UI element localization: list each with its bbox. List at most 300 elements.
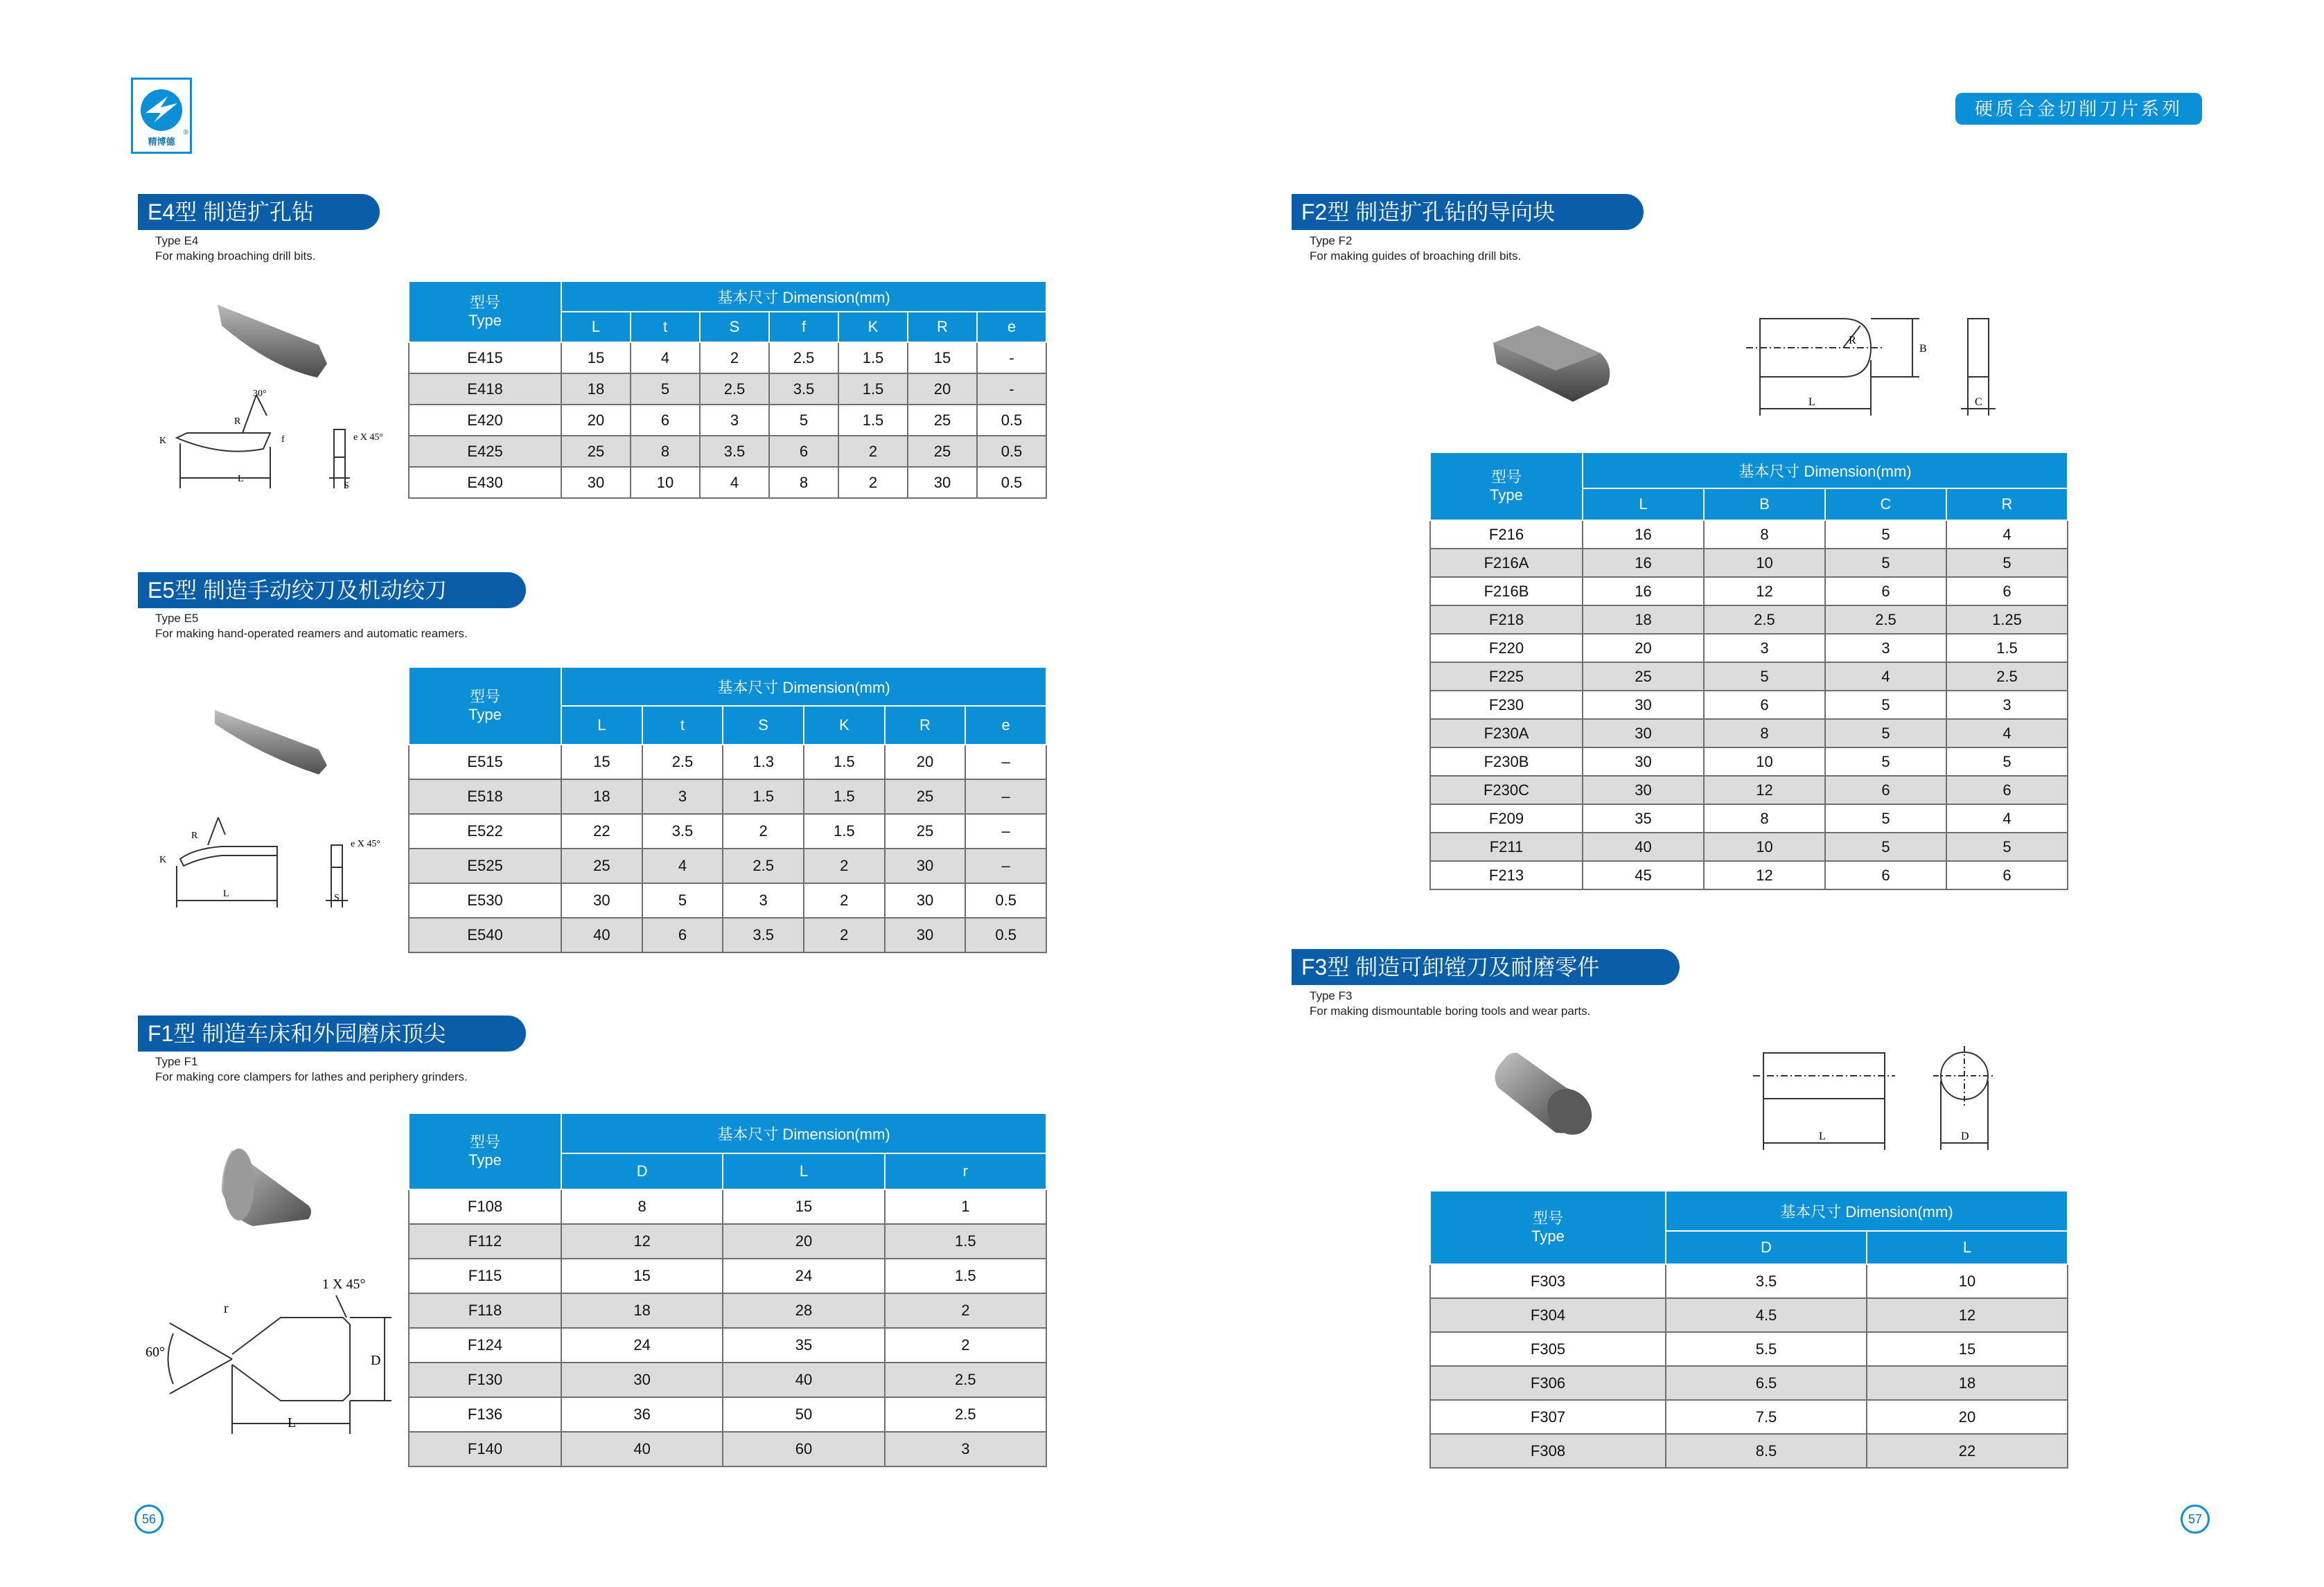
col-header: t: [642, 706, 723, 745]
dimension-cell: 6: [1946, 776, 2068, 804]
table-e5: [408, 666, 1047, 953]
table-row: [1430, 691, 2068, 719]
table-row: [1430, 1264, 2068, 1298]
dimension-cell: 10: [631, 467, 700, 498]
f2-label-L: L: [1808, 396, 1815, 408]
dimension-cell: 50: [723, 1397, 884, 1432]
dimension-cell: 20: [1867, 1400, 2068, 1434]
model-cell: F108: [409, 1189, 561, 1224]
dimension-cell: 18: [561, 1293, 723, 1328]
table-row: [1430, 719, 2068, 747]
dimension-cell: 12: [1704, 776, 1825, 804]
dimension-cell: 18: [1583, 605, 1704, 634]
model-cell: F304: [1430, 1298, 1666, 1332]
dimension-cell: 3.5: [642, 814, 723, 849]
model-cell: F308: [1430, 1434, 1666, 1468]
dimension-cell: 3.5: [769, 373, 838, 405]
series-tag: 硬质合金切削刀片系列: [1955, 93, 2202, 125]
e5-label-S: S: [334, 893, 340, 903]
dimension-cell: 25: [908, 436, 977, 467]
type-header-cn: 型号: [469, 294, 500, 311]
dimension-cell: 4.5: [1666, 1298, 1867, 1332]
table-row: [1430, 577, 2068, 605]
section-title-f3: F3型 制造可卸镗刀及耐磨零件: [1292, 949, 1680, 985]
table-row: [409, 1224, 1046, 1259]
dimension-cell: 15: [561, 1259, 723, 1293]
dimension-cell: 22: [561, 814, 642, 849]
dimension-cell: 2: [804, 918, 885, 952]
model-cell: E418: [409, 373, 561, 405]
table-f2: [1429, 452, 2068, 890]
dimension-cell: 3: [1946, 691, 2068, 719]
section-desc-f3: For making dismountable boring tools and wear parts.: [1310, 1004, 1591, 1018]
col-header: K: [804, 706, 885, 745]
dimension-cell: 6: [1704, 691, 1825, 719]
dimension-cell: 2.5: [1946, 662, 2068, 691]
table-row: [409, 745, 1046, 779]
dimension-cell: 6: [1946, 861, 2068, 889]
section-type-f1: Type F1: [155, 1055, 198, 1068]
col-header: t: [631, 312, 700, 342]
dimension-cell: 30: [908, 467, 977, 498]
table-row: [409, 1259, 1046, 1293]
model-cell: E522: [409, 814, 561, 849]
dimension-cell: 5: [1825, 719, 1946, 747]
dimension-cell: 2: [723, 814, 804, 849]
dimension-cell: 3: [1825, 634, 1946, 662]
dimension-cell: 20: [908, 373, 977, 405]
dimension-cell: 18: [561, 779, 642, 814]
dimension-cell: 6: [1825, 861, 1946, 889]
dimension-cell: 18: [561, 373, 631, 405]
table-f3: [1429, 1190, 2068, 1469]
dimension-cell: 2.5: [885, 1397, 1046, 1432]
dimension-cell: 5: [631, 373, 700, 405]
dimension-cell: 7.5: [1666, 1400, 1867, 1434]
dimension-cell: 8: [1704, 520, 1825, 549]
e4-label-f: f: [281, 434, 285, 445]
dimension-cell: 5: [1946, 833, 2068, 861]
model-cell: F230B: [1430, 747, 1583, 776]
section-type-f3: Type F3: [1310, 989, 1353, 1002]
dimension-header: 基本尺寸 Dimension(mm): [1583, 452, 2068, 488]
dimension-cell: 0.5: [977, 405, 1046, 436]
e4-label-L: L: [238, 474, 244, 484]
table-row: [1430, 1332, 2068, 1366]
dimension-cell: 2.5: [723, 849, 804, 883]
dimension-cell: 20: [885, 745, 966, 779]
dimension-cell: 1.3: [723, 745, 804, 779]
model-cell: F213: [1430, 861, 1583, 889]
col-header: f: [769, 312, 838, 342]
dimension-cell: 30: [1583, 747, 1704, 776]
dimension-cell: 2.5: [642, 745, 723, 779]
brand-logo: [131, 78, 192, 154]
model-cell: F216B: [1430, 577, 1583, 605]
dimension-cell: 15: [908, 342, 977, 373]
dimension-header: 基本尺寸 Dimension(mm): [561, 281, 1046, 312]
dimension-cell: -: [977, 342, 1046, 373]
e4-label-K: K: [159, 436, 167, 446]
dimension-cell: 3.5: [723, 918, 804, 952]
model-cell: F124: [409, 1328, 561, 1363]
dimension-cell: 5: [1825, 804, 1946, 833]
type-header-en: Type: [1531, 1227, 1565, 1245]
e5-product-illustration: [146, 693, 409, 914]
table-row: [1430, 747, 2068, 776]
e4-label-S: S: [344, 481, 349, 491]
type-header-cn: 型号: [469, 1133, 500, 1151]
table-row: [409, 1363, 1046, 1397]
dimension-cell: 0.5: [977, 436, 1046, 467]
dimension-cell: 30: [561, 883, 642, 918]
model-cell: F305: [1430, 1332, 1666, 1366]
col-header: C: [1825, 488, 1946, 520]
e5-label-L: L: [223, 889, 229, 899]
dimension-cell: 45: [1583, 861, 1704, 889]
dimension-cell: –: [965, 814, 1046, 849]
model-cell: F218: [1430, 605, 1583, 634]
f3-label-L: L: [1819, 1131, 1826, 1142]
model-cell: F230C: [1430, 776, 1583, 804]
type-header-en: Type: [468, 706, 502, 723]
dimension-cell: 30: [561, 1363, 723, 1397]
dimension-cell: 10: [1867, 1264, 2068, 1298]
col-header: R: [908, 312, 977, 342]
dimension-header: 基本尺寸 Dimension(mm): [561, 667, 1046, 706]
f3-label-D: D: [1961, 1131, 1969, 1142]
type-header-en: Type: [468, 312, 502, 329]
dimension-cell: 20: [561, 405, 631, 436]
model-cell: E530: [409, 883, 561, 918]
f1-label-r: r: [224, 1301, 229, 1316]
dimension-cell: 8: [1704, 804, 1825, 833]
col-header: e: [965, 706, 1046, 745]
dimension-cell: 1.5: [723, 779, 804, 814]
model-cell: F136: [409, 1397, 561, 1432]
dimension-cell: 1.5: [838, 373, 908, 405]
table-row: [409, 1328, 1046, 1363]
dimension-cell: 2.5: [1704, 605, 1825, 634]
table-row: [409, 373, 1046, 405]
dimension-cell: 40: [723, 1363, 884, 1397]
table-row: [409, 342, 1046, 373]
dimension-cell: 30: [1583, 691, 1704, 719]
dimension-cell: 6: [769, 436, 838, 467]
dimension-cell: 36: [561, 1397, 723, 1432]
col-header: K: [838, 312, 908, 342]
dimension-cell: 25: [885, 814, 966, 849]
col-header: D: [1666, 1231, 1867, 1264]
type-header: [1430, 452, 1583, 520]
f3-product-illustration: [1483, 1039, 2016, 1164]
dimension-cell: 4: [1825, 662, 1946, 691]
dimension-cell: 15: [723, 1189, 884, 1224]
dimension-cell: 12: [1704, 577, 1825, 605]
model-cell: F130: [409, 1363, 561, 1397]
dimension-cell: 2: [885, 1328, 1046, 1363]
type-header: [1430, 1191, 1666, 1264]
f2-label-C: C: [1975, 396, 1982, 408]
model-cell: F230A: [1430, 719, 1583, 747]
dimension-cell: 25: [885, 779, 966, 814]
dimension-cell: 1.5: [838, 405, 908, 436]
f1-product-illustration: [135, 1136, 412, 1441]
dimension-cell: 24: [723, 1259, 884, 1293]
dimension-cell: 4: [1946, 520, 2068, 549]
dimension-cell: 16: [1583, 549, 1704, 577]
model-cell: E415: [409, 342, 561, 373]
dimension-cell: 5: [642, 883, 723, 918]
dimension-cell: 3: [642, 779, 723, 814]
col-header: L: [723, 1153, 884, 1189]
dimension-cell: 35: [1583, 804, 1704, 833]
table-row: [409, 1293, 1046, 1328]
dimension-cell: 25: [561, 849, 642, 883]
dimension-cell: 1.25: [1946, 605, 2068, 634]
dimension-cell: 3.5: [1666, 1264, 1867, 1298]
dimension-cell: 2: [838, 467, 908, 498]
dimension-cell: 3: [700, 405, 769, 436]
dimension-cell: 2: [804, 849, 885, 883]
dimension-cell: 15: [1867, 1332, 2068, 1366]
dimension-header: 基本尺寸 Dimension(mm): [1666, 1191, 2068, 1231]
section-type-e4: Type E4: [155, 234, 199, 247]
col-header: S: [723, 706, 804, 745]
table-row: [1430, 634, 2068, 662]
dimension-cell: 3: [723, 883, 804, 918]
dimension-cell: 4: [700, 467, 769, 498]
table-row: [409, 883, 1046, 918]
col-header: L: [1867, 1231, 2068, 1264]
type-header-en: Type: [468, 1151, 502, 1169]
dimension-cell: 1.5: [804, 745, 885, 779]
table-row: [409, 1189, 1046, 1224]
e4-product-illustration: [146, 291, 409, 499]
dimension-cell: 22: [1867, 1434, 2068, 1468]
dimension-cell: –: [965, 849, 1046, 883]
logo-text: 精博德: [148, 136, 175, 147]
col-header: D: [561, 1153, 723, 1189]
dimension-cell: 8: [769, 467, 838, 498]
table-row: [409, 436, 1046, 467]
model-cell: E420: [409, 405, 561, 436]
logo-mark-icon: [133, 82, 190, 136]
dimension-cell: 3.5: [700, 436, 769, 467]
model-cell: F230: [1430, 691, 1583, 719]
col-header: L: [561, 312, 631, 342]
dimension-cell: 1.5: [885, 1224, 1046, 1259]
f1-label-chamfer: 1 X 45°: [322, 1277, 366, 1292]
col-header: L: [1583, 488, 1704, 520]
dimension-cell: 2.5: [700, 373, 769, 405]
table-row: [1430, 804, 2068, 833]
dimension-cell: 6: [1825, 577, 1946, 605]
dimension-cell: 6: [631, 405, 700, 436]
table-row: [1430, 662, 2068, 691]
col-header: L: [561, 706, 642, 745]
model-cell: F115: [409, 1259, 561, 1293]
col-header: S: [700, 312, 769, 342]
dimension-cell: 6: [1946, 577, 2068, 605]
dimension-cell: 2.5: [885, 1363, 1046, 1397]
section-title-e5: E5型 制造手动绞刀及机动绞刀: [138, 572, 526, 608]
model-cell: F225: [1430, 662, 1583, 691]
section-title-e4: E4型 制造扩孔钻: [138, 194, 380, 230]
dimension-cell: 0.5: [965, 883, 1046, 918]
dimension-cell: 2: [700, 342, 769, 373]
dimension-cell: 20: [723, 1224, 884, 1259]
dimension-cell: 2.5: [1825, 605, 1946, 634]
type-header-cn: 型号: [469, 688, 500, 705]
section-type-e5: Type E5: [155, 612, 199, 625]
dimension-cell: 30: [1583, 719, 1704, 747]
table-e4: [408, 281, 1047, 499]
table-row: [409, 1432, 1046, 1466]
dimension-cell: 60: [723, 1432, 884, 1466]
type-header: [409, 1113, 561, 1189]
model-cell: F209: [1430, 804, 1583, 833]
dimension-cell: 18: [1867, 1366, 2068, 1400]
model-cell: F118: [409, 1293, 561, 1328]
e5-label-R: R: [191, 831, 198, 841]
model-cell: E425: [409, 436, 561, 467]
col-header: R: [885, 706, 966, 745]
col-header: r: [885, 1153, 1046, 1189]
dimension-cell: 1.5: [1946, 634, 2068, 662]
table-row: [1430, 1366, 2068, 1400]
model-cell: F216A: [1430, 549, 1583, 577]
dimension-cell: 8: [561, 1189, 723, 1224]
dimension-cell: 5: [1825, 747, 1946, 776]
dimension-cell: 5: [1825, 520, 1946, 549]
dimension-cell: 2.5: [769, 342, 838, 373]
page-number-left: 56: [134, 1505, 164, 1534]
section-desc-f1: For making core clampers for lathes and periphery grinders.: [155, 1070, 468, 1083]
dimension-cell: 25: [908, 405, 977, 436]
dimension-cell: 6.5: [1666, 1366, 1867, 1400]
f2-label-R: R: [1849, 335, 1856, 346]
dimension-cell: 40: [561, 918, 642, 952]
type-header-en: Type: [1490, 486, 1523, 504]
type-header-cn: 型号: [1490, 468, 1522, 486]
model-cell: E540: [409, 918, 561, 952]
model-cell: E515: [409, 745, 561, 779]
dimension-cell: 30: [561, 467, 631, 498]
dimension-cell: 4: [1946, 804, 2068, 833]
col-header: R: [1946, 488, 2068, 520]
dimension-cell: 30: [885, 849, 966, 883]
section-title-f1: F1型 制造车床和外园磨床顶尖: [138, 1016, 526, 1052]
model-cell: F303: [1430, 1264, 1666, 1298]
table-row: [409, 405, 1046, 436]
table-row: [1430, 1434, 2068, 1468]
f1-label-L: L: [288, 1415, 297, 1430]
model-cell: F112: [409, 1224, 561, 1259]
dimension-cell: 3: [885, 1432, 1046, 1466]
dimension-cell: 30: [885, 883, 966, 918]
table-row: [409, 467, 1046, 498]
dimension-cell: 40: [1583, 833, 1704, 861]
e4-label-angle: 30°: [253, 389, 267, 399]
f1-label-D: D: [371, 1353, 381, 1368]
e4-label-e45: e X 45°: [353, 432, 383, 443]
dimension-cell: 5: [1825, 691, 1946, 719]
dimension-cell: 12: [1867, 1298, 2068, 1332]
table-row: [409, 779, 1046, 814]
dimension-cell: 4: [1946, 719, 2068, 747]
f1-label-angle: 60°: [146, 1345, 165, 1360]
dimension-cell: 40: [561, 1432, 723, 1466]
model-cell: F216: [1430, 520, 1583, 549]
section-desc-e4: For making broaching drill bits.: [155, 249, 316, 263]
dimension-cell: 5: [769, 405, 838, 436]
dimension-cell: 12: [1704, 861, 1825, 889]
dimension-cell: 10: [1704, 833, 1825, 861]
dimension-cell: 5.5: [1666, 1332, 1867, 1366]
page-number-right: 57: [2181, 1505, 2210, 1534]
dimension-cell: 2: [885, 1293, 1046, 1328]
dimension-cell: 12: [561, 1224, 723, 1259]
dimension-cell: 4: [642, 849, 723, 883]
model-cell: F306: [1430, 1366, 1666, 1400]
dimension-cell: 1: [885, 1189, 1046, 1224]
dimension-cell: 30: [1583, 776, 1704, 804]
model-cell: E430: [409, 467, 561, 498]
section-type-f2: Type F2: [1310, 234, 1353, 247]
table-row: [409, 849, 1046, 883]
col-header: B: [1704, 488, 1825, 520]
section-desc-f2: For making guides of broaching drill bits.: [1310, 249, 1522, 263]
registered-mark: ®: [183, 129, 188, 136]
dimension-cell: 5: [1946, 747, 2068, 776]
e5-label-e45: e X 45°: [351, 839, 380, 849]
dimension-cell: 16: [1583, 520, 1704, 549]
table-row: [409, 814, 1046, 849]
table-row: [1430, 861, 2068, 889]
dimension-cell: 6: [642, 918, 723, 952]
f2-product-illustration: [1483, 305, 2016, 429]
table-row: [1430, 605, 2068, 634]
dimension-cell: 10: [1704, 549, 1825, 577]
dimension-cell: 4: [631, 342, 700, 373]
f2-label-B: B: [1919, 343, 1927, 355]
dimension-cell: 2: [838, 436, 908, 467]
dimension-cell: 35: [723, 1328, 884, 1363]
table-row: [1430, 833, 2068, 861]
dimension-cell: 8: [1704, 719, 1825, 747]
dimension-cell: 5: [1825, 833, 1946, 861]
dimension-header: 基本尺寸 Dimension(mm): [561, 1113, 1046, 1153]
model-cell: F307: [1430, 1400, 1666, 1434]
model-cell: F140: [409, 1432, 561, 1466]
dimension-cell: 1.5: [804, 814, 885, 849]
dimension-cell: 24: [561, 1328, 723, 1363]
e4-label-R: R: [234, 416, 241, 427]
table-row: [409, 918, 1046, 952]
dimension-cell: 0.5: [965, 918, 1046, 952]
dimension-cell: 25: [561, 436, 631, 467]
dimension-cell: 3: [1704, 634, 1825, 662]
model-cell: E518: [409, 779, 561, 814]
type-header-cn: 型号: [1532, 1209, 1563, 1227]
table-row: [1430, 1400, 2068, 1434]
table-row: [409, 1397, 1046, 1432]
dimension-cell: 6: [1825, 776, 1946, 804]
dimension-cell: 30: [885, 918, 966, 952]
type-header: [409, 667, 561, 745]
table-row: [1430, 776, 2068, 804]
